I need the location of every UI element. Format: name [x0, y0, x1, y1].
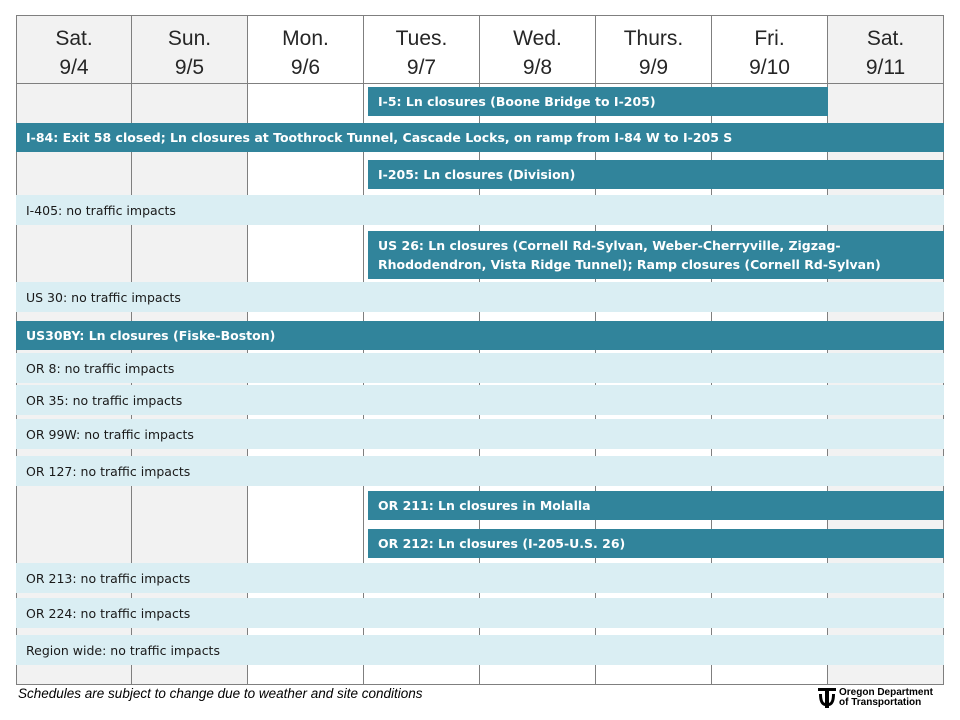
- event-bar-or127[interactable]: [16, 456, 944, 486]
- day-header: [17, 15, 131, 84]
- day-name: Wed.: [513, 27, 562, 50]
- calendar: [16, 15, 944, 685]
- grid-bottom-border: [16, 684, 944, 685]
- day-date: 9/9: [638, 56, 669, 79]
- event-label: US 26: Ln closures (Cornell Rd-Sylvan, Weber-Cherryville, Zigzag-Rhododendron, Vista Ridge Tunnel); Ramp closures (Cornell Rd-Sylvan): [378, 238, 881, 272]
- event-label: Region wide: no traffic impacts: [26, 642, 220, 658]
- day-date: 9/11: [865, 56, 906, 79]
- day-name: Sat.: [866, 27, 905, 50]
- event-bar-i5[interactable]: [368, 87, 828, 116]
- day-name: Sun.: [167, 27, 212, 50]
- day-header: [132, 15, 247, 84]
- event-label: OR 211: Ln closures in Molalla: [378, 498, 591, 513]
- odot-logo-icon: [818, 688, 836, 708]
- event-label: I-5: Ln closures (Boone Bridge to I-205): [378, 94, 656, 109]
- event-label: OR 8: no traffic impacts: [26, 360, 175, 376]
- event-bar-region-wide[interactable]: [16, 635, 944, 665]
- event-label: OR 35: no traffic impacts: [26, 392, 183, 408]
- logo-line-1: Oregon Department: [839, 687, 933, 698]
- event-label: OR 212: Ln closures (I-205-U.S. 26): [378, 536, 626, 551]
- day-header: [712, 15, 827, 84]
- logo-line-2: of Transportation: [839, 697, 922, 708]
- day-date: 9/5: [174, 56, 205, 79]
- event-bar-us30by[interactable]: [16, 321, 944, 350]
- event-bar-or211[interactable]: [368, 491, 944, 520]
- schedule-footnote: Schedules are subject to change due to weather and site conditions: [18, 686, 423, 701]
- day-header: [364, 15, 479, 84]
- day-date: 9/4: [59, 56, 89, 79]
- day-name: Sat.: [55, 27, 93, 50]
- event-bar-i405[interactable]: [16, 195, 944, 225]
- event-bar-i205[interactable]: [368, 160, 944, 189]
- event-label: OR 99W: no traffic impacts: [26, 426, 194, 442]
- day-name: Thurs.: [623, 27, 684, 50]
- event-label: OR 213: no traffic impacts: [26, 570, 191, 586]
- day-name: Tues.: [395, 27, 448, 50]
- event-bar-or212[interactable]: [368, 529, 944, 558]
- day-header: [828, 15, 943, 84]
- day-date: 9/6: [290, 56, 321, 79]
- event-label: US30BY: Ln closures (Fiske-Boston): [26, 328, 276, 343]
- event-bar-or35[interactable]: [16, 385, 944, 415]
- day-date: 9/10: [749, 56, 790, 79]
- event-bar-us30[interactable]: [16, 282, 944, 312]
- event-label: I-84: Exit 58 closed; Ln closures at Toothrock Tunnel, Cascade Locks, on ramp from I-84 W to I-205 S: [26, 130, 733, 145]
- event-bar-or224[interactable]: [16, 598, 944, 628]
- day-header: [248, 15, 363, 84]
- logo-text: [839, 688, 933, 708]
- event-label: I-205: Ln closures (Division): [378, 167, 576, 182]
- event-bar-i84[interactable]: [16, 123, 944, 152]
- event-bar-or8[interactable]: [16, 353, 944, 383]
- event-label: US 30: no traffic impacts: [26, 289, 181, 305]
- event-label: I-405: no traffic impacts: [26, 202, 176, 218]
- day-header: [480, 15, 595, 84]
- odot-logo: [818, 688, 933, 708]
- day-header: [596, 15, 711, 84]
- day-date: 9/7: [406, 56, 437, 79]
- event-label: OR 127: no traffic impacts: [26, 463, 191, 479]
- day-name: Mon.: [282, 27, 329, 50]
- event-label: OR 224: no traffic impacts: [26, 605, 191, 621]
- day-name: Fri.: [754, 27, 785, 50]
- event-bar-or213[interactable]: [16, 563, 944, 593]
- event-bar-us26[interactable]: [368, 231, 944, 279]
- day-date: 9/8: [522, 56, 553, 79]
- event-bar-or99w[interactable]: [16, 419, 944, 449]
